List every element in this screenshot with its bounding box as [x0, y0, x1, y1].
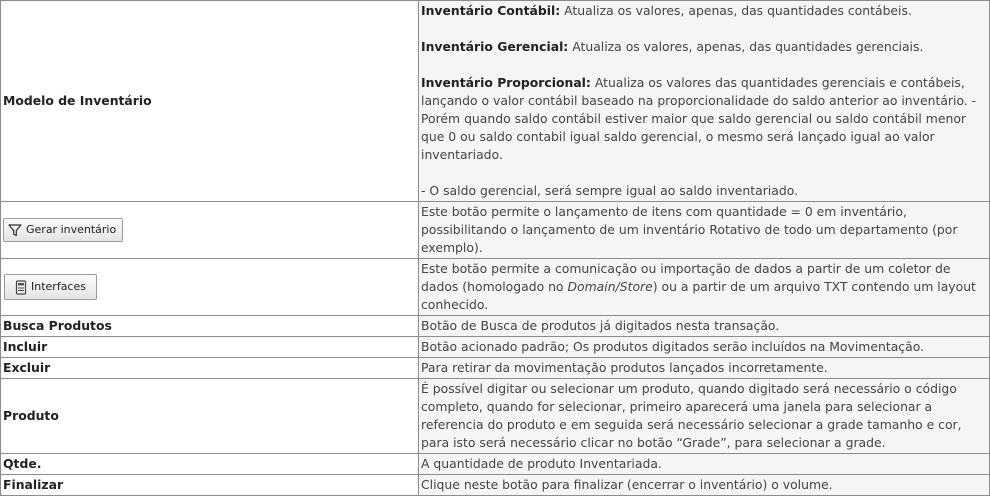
desc-busca-produtos: Botão de Busca de produtos já digitados nesta transação.: [419, 316, 990, 337]
spacer: [421, 20, 987, 38]
term-excluir: Excluir: [1, 358, 419, 379]
text-inventario-gerencial: Atualiza os valores, apenas, das quantidades gerenciais.: [568, 39, 924, 54]
desc-excluir: Para retirar da movimentação produtos lançados incorretamente.: [419, 358, 990, 379]
interfaces-button-label: Interfaces: [31, 280, 86, 293]
text-inventario-contabil: Atualiza os valores, apenas, das quantidades contábeis.: [560, 3, 912, 18]
desc-qtde: A quantidade de produto Inventariada.: [419, 454, 990, 475]
desc-incluir: Botão acionado padrão; Os produtos digitados serão incluídos na Movimentação.: [419, 337, 990, 358]
table-row-qtde: [1, 454, 990, 475]
desc-interfaces-product-name: Domain/Store: [567, 279, 653, 294]
gerar-inventario-button-label: Gerar inventário: [26, 223, 117, 236]
term-finalizar: Finalizar: [1, 475, 419, 496]
term-incluir: Incluir: [1, 337, 419, 358]
text-inventario-proporcional: Atualiza os valores das quantidades gerenciais e contábeis, lançando o valor contábil baseado na proporcionalidade do saldo anterior ao inventário. - Porém quando saldo contábil estiver maior que saldo gerencial ou saldo contábil menor que 0 ou saldo contabil igual saldo gerencial, o mesmo será lançado igual ao valor inventariado.: [421, 75, 977, 162]
spacer: [421, 164, 987, 182]
table-row-modelo: [1, 1, 990, 202]
table-row-finalizar: [1, 475, 990, 496]
term-busca-produtos: Busca Produtos: [1, 316, 419, 337]
desc-gerar-inventario: Este botão permite o lançamento de itens com quantidade = 0 em inventário, possibilitando o lançamento de um inventário Rotativo de todo um departamento (por exemplo).: [419, 202, 990, 259]
interfaces-button[interactable]: [4, 274, 97, 300]
desc-modelo-de-inventario: [419, 1, 990, 202]
desc-finalizar: Clique neste botão para finalizar (encerrar o inventário) o volume.: [419, 475, 990, 496]
desc-interfaces-part1: Este botão permite a comunicação ou importação de dados a partir de um coletor de dados (homologado no: [421, 261, 951, 294]
document-icon: [15, 280, 27, 295]
desc-interfaces-part2: ) ou a partir de um arquivo TXT contendo um layout conhecido.: [421, 279, 976, 312]
para-inventario-gerencial: [421, 38, 987, 56]
desc-interfaces: [419, 259, 990, 316]
para-inventario-contabil: [421, 2, 987, 20]
table-row-incluir: [1, 337, 990, 358]
term-qtde: Qtde.: [1, 454, 419, 475]
gerar-inventario-button[interactable]: [3, 218, 123, 242]
spacer: [421, 56, 987, 74]
table-row-excluir: [1, 358, 990, 379]
para-inventario-proporcional: [421, 74, 987, 164]
table-row-produto: [1, 379, 990, 454]
label-inventario-gerencial: Inventário Gerencial:: [421, 39, 569, 54]
label-inventario-proporcional: Inventário Proporcional:: [421, 75, 591, 90]
para-saldo-gerencial: - O saldo gerencial, será sempre igual ao saldo inventariado.: [421, 183, 799, 198]
term-gerar-inventario: [1, 202, 419, 259]
term-interfaces: [1, 259, 419, 316]
label-inventario-contabil: Inventário Contábil:: [421, 3, 561, 18]
filter-icon: [8, 224, 22, 237]
term-modelo-de-inventario: Modelo de Inventário: [1, 1, 419, 202]
table-row-gerar: [1, 202, 990, 259]
desc-produto: É possível digitar ou selecionar um produto, quando digitado será necessário o código completo, quando for selecionar, primeiro aparecerá uma janela para selecionar a referencia do produto e em seguida será necessário selecionar a grade tamanho e cor, para isto será necessário clicar no botão “Grade”, para selecionar a grade.: [419, 379, 990, 454]
table-row-busca: [1, 316, 990, 337]
table-row-interfaces: [1, 259, 990, 316]
term-produto: Produto: [1, 379, 419, 454]
